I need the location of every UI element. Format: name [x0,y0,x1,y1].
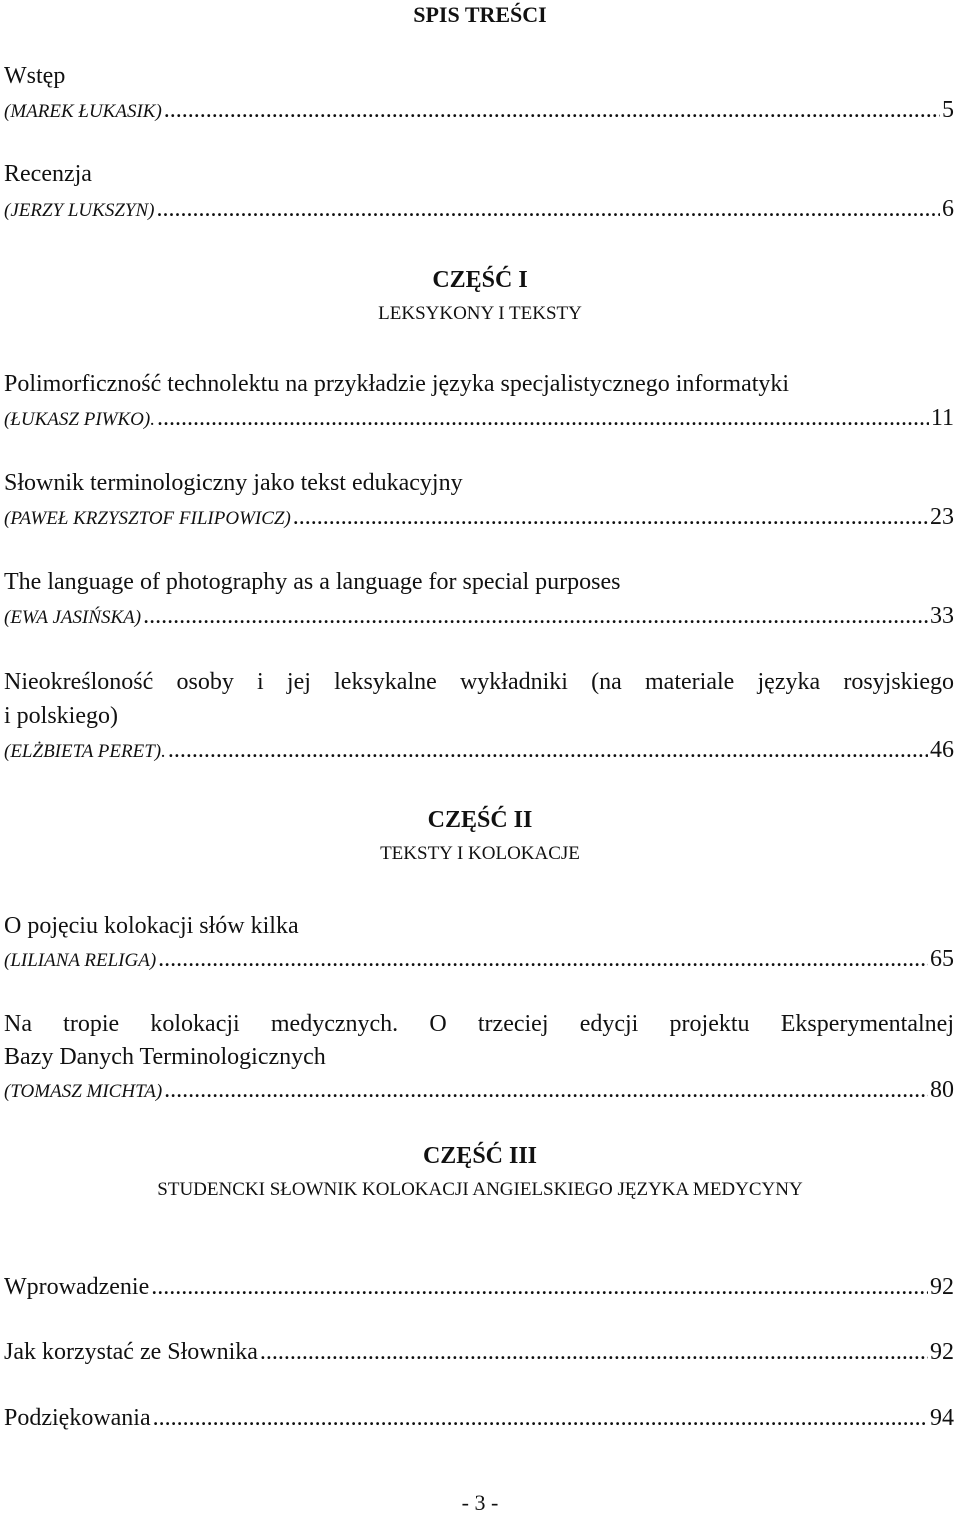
leader-dots [260,1336,928,1368]
toc-entry-page: 6 [942,196,954,222]
leader-dots [151,1271,928,1303]
leader-dots [156,193,940,225]
toc-entry-author: (LILIANA RELIGA) [4,950,157,971]
toc-entry-page: 5 [942,97,954,123]
toc-entry-title[interactable]: Wstęp [4,63,66,89]
toc-entry-page: 23 [930,504,954,530]
part-heading [0,264,960,296]
toc-entry-page: 92 [930,1339,954,1365]
toc-entry-title-cont[interactable]: i polskiego) [4,703,118,729]
page-title: SPIS TREŚCI [413,2,547,27]
leader-dots [164,94,940,126]
toc-entry-title: Wprowadzenie [4,1274,150,1300]
toc-entry-page: 11 [930,405,954,431]
leader-dots [153,1402,928,1434]
part-number: CZĘŚĆ II [427,807,533,833]
toc-entry-author: (ELŻBIETA PERET). [4,741,166,762]
toc-entry-author: (PAWEŁ KRZYSZTOF FILIPOWICZ) [4,508,291,529]
toc-entry-author-line[interactable] [4,600,954,634]
toc-entry-author: (MAREK ŁUKASIK) [4,101,162,122]
toc-entry-page: 94 [930,1405,954,1431]
leader-dots [143,600,928,632]
toc-entry-page: 46 [930,737,954,763]
toc-entry-title[interactable]: Na tropie kolokacji medycznych. O trzeciej edycji projektu Eksperymentalnej [4,1011,954,1037]
leader-dots [158,943,928,975]
toc-entry-title: Jak korzystać ze Słownika [4,1339,258,1365]
toc-entry-page: 33 [930,603,954,629]
toc-entry-author-line[interactable] [4,193,954,227]
toc-entry-author-line[interactable] [4,1074,954,1108]
part-number: CZĘŚĆ III [422,1143,538,1169]
page-number: - 3 - [461,1490,499,1515]
toc-entry-author: (ŁUKASZ PIWKO). [4,409,155,430]
toc-entry-author: (EWA JASIŃSKA) [4,607,142,628]
toc-entry-page: 65 [930,946,954,972]
toc-entry-title-cont[interactable]: Bazy Danych Terminologicznych [4,1044,326,1070]
toc-entry-title[interactable]: The language of photography as a language for special purposes [4,569,621,595]
toc-entry-title[interactable]: Recenzja [4,161,92,187]
toc-entry-title[interactable]: O pojęciu kolokacji słów kilka [4,913,299,939]
toc-entry-title[interactable]: Polimorficzność technolektu na przykładzie języka specjalistycznego informatyki [4,371,790,397]
toc-entry-author-line[interactable] [4,943,954,977]
toc-entry-title[interactable]: Słownik terminologiczny jako tekst edukacyjny [4,470,463,496]
part-heading [0,1140,960,1172]
toc-entry-author-line[interactable] [4,734,954,768]
toc-entry-page: 80 [930,1077,954,1103]
toc-entry-line[interactable] [4,1271,954,1303]
toc-entry-title[interactable]: Nieokreśloność osoby i jej leksykalne wykładniki (na materiale języka rosyjskiego [4,669,954,695]
toc-entry-author-line[interactable] [4,501,954,535]
toc-entry-line[interactable] [4,1402,954,1434]
leader-dots [293,501,928,533]
part-subtitle: LEKSYKONY I TEKSTY [378,303,582,324]
leader-dots [157,402,929,434]
leader-dots [168,734,928,766]
toc-entry-title: Podziękowania [4,1405,151,1431]
part-number: CZĘŚĆ I [432,267,528,293]
part-subtitle: STUDENCKI SŁOWNIK KOLOKACJI ANGIELSKIEGO JĘZYKA MEDYCYNY [157,1179,803,1200]
toc-entry-author-line[interactable] [4,94,954,128]
part-subtitle: TEKSTY I KOLOKACJE [380,843,580,864]
toc-entry-author: (JERZY LUKSZYN) [4,200,155,221]
toc-entry-author: (TOMASZ MICHTA) [4,1081,163,1102]
part-heading [0,804,960,836]
toc-entry-author-line[interactable] [4,402,954,436]
toc-entry-line[interactable] [4,1336,954,1368]
leader-dots [164,1074,928,1106]
toc-entry-page: 92 [930,1274,954,1300]
